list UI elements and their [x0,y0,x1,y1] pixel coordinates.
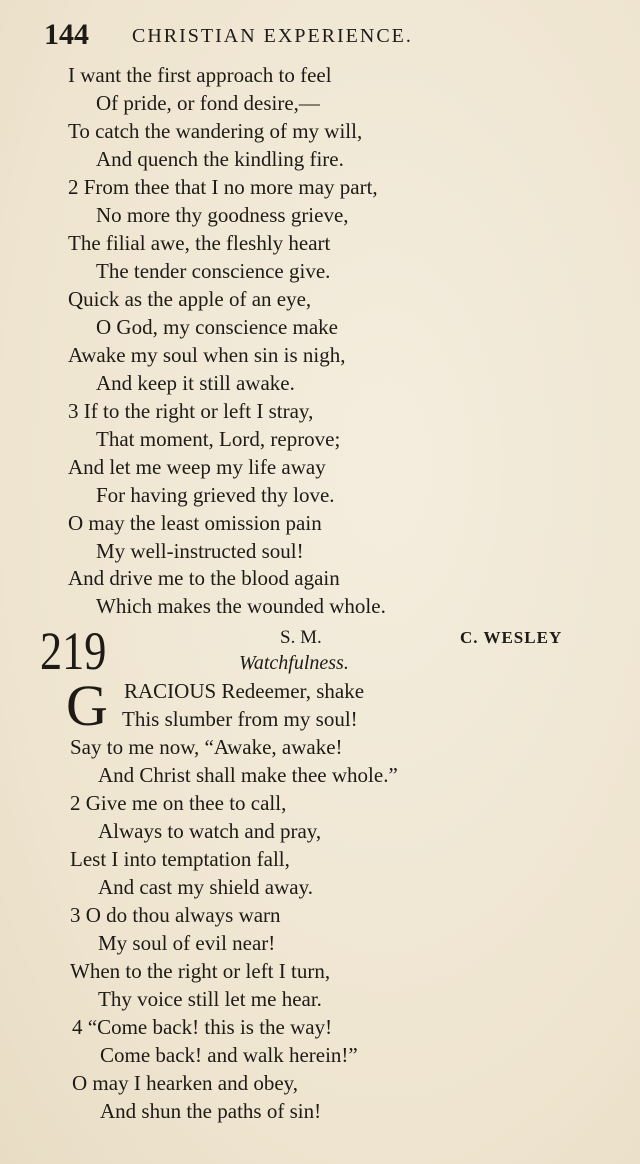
verse-line: 4 “Come back! this is the way! [72,1015,333,1039]
verse-line: And let me weep my life away [68,455,326,479]
verse-line: 2 Give me on thee to call, [70,791,287,815]
first-line-text: RACIOUS Redeemer, shake [124,679,365,703]
verse-line: O may I hearken and obey, [72,1071,299,1095]
verse-line: This slumber from my soul! [122,707,358,731]
verse-line: The tender conscience give. [96,259,331,283]
drop-cap: G [66,673,108,738]
hymn-title: Watchfulness. [239,652,349,674]
verse-line: Always to watch and pray, [98,819,322,843]
hymn-number: 219 [40,621,107,681]
verse-line: 3 If to the right or left I stray, [68,399,314,423]
verse-line: And quench the kindling fire. [96,147,344,171]
verse-line: And cast my shield away. [98,875,314,899]
verse-line: For having grieved thy love. [96,483,335,507]
verse-line: To catch the wandering of my will, [68,119,363,143]
page-header [44,18,604,52]
verse-line: Thy voice still let me hear. [98,987,322,1011]
verse-line: Come back! and walk herein!” [100,1043,358,1067]
verse-line: And shun the paths of sin! [100,1099,322,1123]
verse-line: Quick as the apple of an eye, [68,287,312,311]
verse-line: Say to me now, “Awake, awake! [70,735,343,759]
verse-line: No more thy goodness grieve, [96,203,349,227]
verse-line: Which makes the wounded whole. [96,594,386,618]
page-number: 144 [44,18,89,51]
running-title: CHRISTIAN EXPERIENCE. [132,25,413,47]
verse-line: Lest I into temptation fall, [70,847,290,871]
verse-line: That moment, Lord, reprove; [96,427,341,451]
verse-line: Awake my soul when sin is nigh, [68,343,346,367]
hymn-author: C. WESLEY [460,628,563,647]
verse-line: 2 From thee that I no more may part, [68,175,378,199]
verse-line: 3 O do thou always warn [70,903,281,927]
verse-line: O God, my conscience make [96,315,339,339]
verse-line: O may the least omission pain [68,511,322,535]
verse-line: My well-instructed soul! [96,539,304,563]
verse-line: And Christ shall make thee whole.” [98,763,398,787]
verse-line: And drive me to the blood again [68,566,340,590]
verse-line: And keep it still awake. [96,371,295,395]
hymn-meter: S. M. [280,627,322,648]
verse-line: When to the right or left I turn, [70,959,331,983]
verse-line: I want the first approach to feel [68,63,332,87]
verse-line: Of pride, or fond desire,— [96,91,320,115]
verse-line: The filial awe, the fleshly heart [68,231,331,255]
verse-line: My soul of evil near! [98,931,276,955]
